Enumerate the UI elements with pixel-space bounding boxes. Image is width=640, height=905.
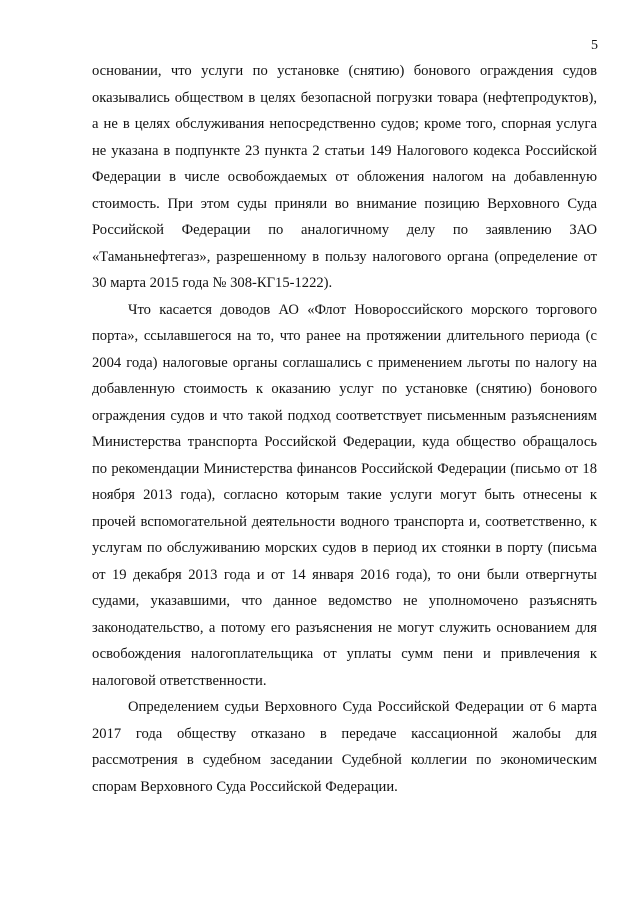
paragraph-3: Определением судьи Верховного Суда Российской Федерации от 6 марта 2017 года обществу отказано в передаче кассационной жалобы для рассмотрения в судебном заседании Судебной коллегии по экономическим спорам Верховного Суда Российской Федерации.: [92, 699, 597, 795]
paragraph-2: Что касается доводов АО «Флот Новороссийского морского торгового порта», ссылавшегося на то, что ранее на протяжении длительного периода (с 2004 года) налоговые органы соглашались с применением льготы по налогу на добавленную стоимость к оказанию услуг по установке (снятию) бонового ограждения судов и что такой подход соответствует письменным разъяснениям Министерства транспорта Российской Федерации, куда общество обращалось по рекомендации Министерства финансов Российской Федерации (письмо от 18 ноября 2013 года), согласно которым такие услуги могут быть отнесены к прочей вспомогательной деятельности водного транспорта и, соответственно, к услугам по обслуживанию морских судов в период их стоянки в порту (письма от 19 декабря 2013 года и от 14 января 2016 года), то они были отвергнуты судами, указавшими, что данное ведомство не уполномочено разъяснять законодательство, а потому его разъяснения не могут служить основанием для освобождения налогоплательщика от уплаты сумм пени и привлечения к налоговой ответственности.: [92, 301, 597, 689]
document-body: [92, 58, 597, 800]
paragraph-1: основании, что услуги по установке (снятию) бонового ограждения судов оказывались обществом в целях безопасной погрузки товара (нефтепродуктов), а не в целях обслуживания непосредственно судов; кроме того, спорная услуга не указана в подпункте 23 пункта 2 статьи 149 Налогового кодекса Российской Федерации в числе освобождаемых от обложения налогом на добавленную стоимость. При этом суды приняли во внимание позицию Верховного Суда Российской Федерации по аналогичному делу по заявлению ЗАО «Таманьнефтегаз», разрешенному в пользу налогового органа (определение от 30 марта 2015 года № 308-КГ15-1222).: [92, 63, 597, 291]
page-number: 5: [591, 38, 598, 53]
